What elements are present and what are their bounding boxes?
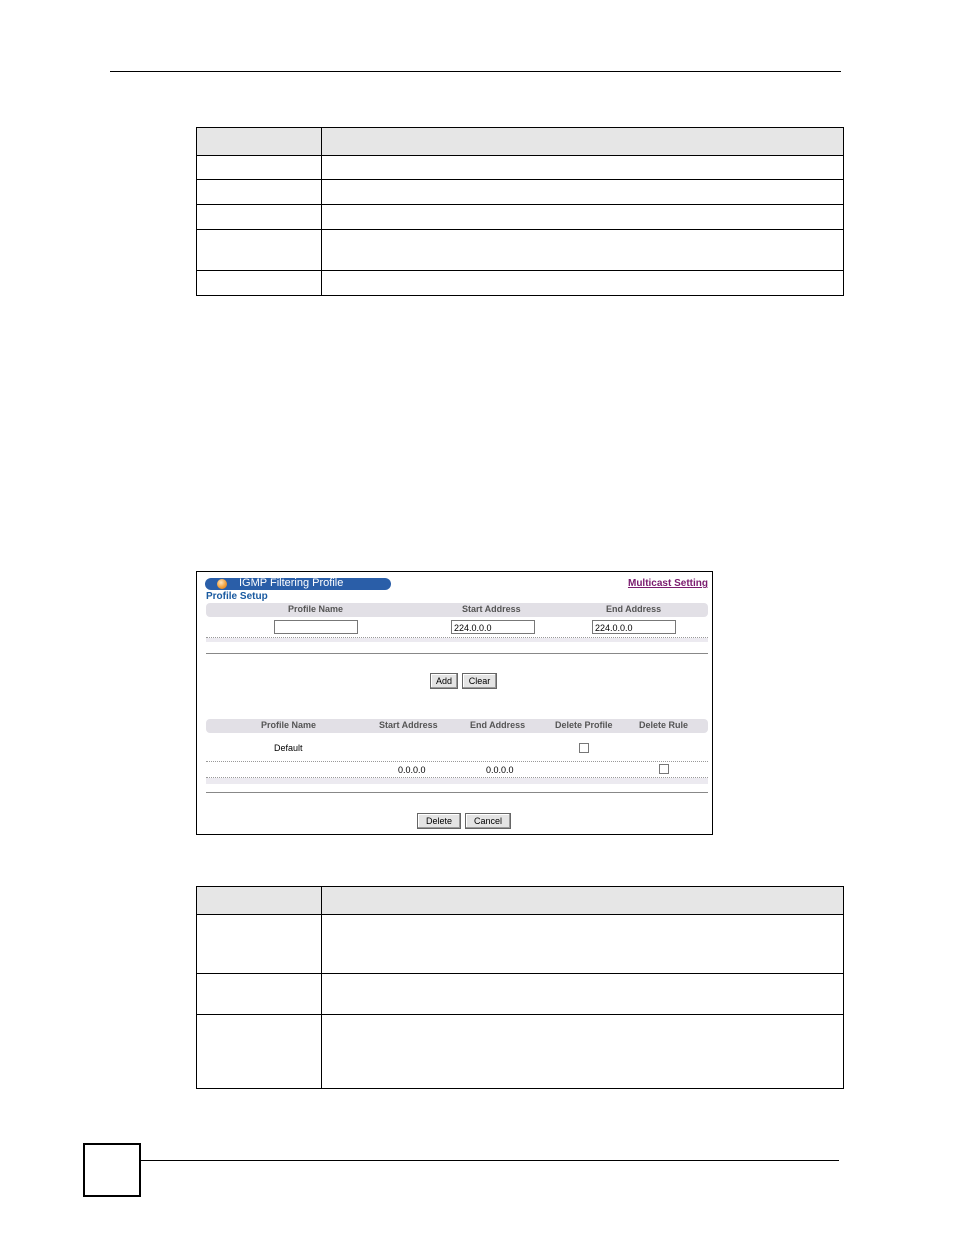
- delete-rule-checkbox[interactable]: [659, 764, 669, 774]
- table-header-row: [197, 887, 844, 915]
- row-shade: [206, 638, 708, 642]
- profile-name-input[interactable]: [274, 620, 358, 634]
- table-row: [197, 230, 844, 271]
- col-delete-profile: Delete Profile: [555, 720, 613, 730]
- table-row: [197, 974, 844, 1015]
- list-header: [206, 719, 708, 733]
- add-button[interactable]: Add: [430, 673, 458, 689]
- col-start-address: Start Address: [462, 604, 521, 614]
- bottom-reference-table: [196, 886, 844, 1089]
- footer-rule: [140, 1160, 839, 1161]
- col-start-address: Start Address: [379, 720, 438, 730]
- multicast-setting-link[interactable]: Multicast Setting: [627, 578, 708, 589]
- tab-igmp-filtering-profile: [205, 578, 391, 590]
- table-row: [197, 156, 844, 180]
- header-rule: [110, 71, 841, 72]
- col-end-address: End Address: [606, 604, 662, 614]
- profile-setup-title: Profile Setup: [206, 591, 268, 602]
- igmp-filtering-profile-screenshot: [196, 571, 713, 835]
- start-address-input[interactable]: 224.0.0.0: [451, 620, 535, 634]
- section-divider: [206, 792, 708, 793]
- table-row: [197, 180, 844, 205]
- form-header: [206, 603, 708, 617]
- table-row: [197, 271, 844, 296]
- delete-button[interactable]: Delete: [417, 813, 461, 829]
- section-divider: [206, 653, 708, 654]
- row-divider: [206, 761, 708, 762]
- table-row: [197, 205, 844, 230]
- clear-button[interactable]: Clear: [462, 673, 497, 689]
- tab-title: IGMP Filtering Profile: [239, 577, 344, 589]
- table-row: [197, 1015, 844, 1089]
- page-number-box: [83, 1143, 141, 1197]
- row-start-address: 0.0.0.0: [398, 765, 426, 775]
- orb-icon: [217, 579, 227, 589]
- col-profile-name: Profile Name: [261, 720, 317, 730]
- col-profile-name: Profile Name: [288, 604, 344, 614]
- cancel-button[interactable]: Cancel: [465, 813, 511, 829]
- end-address-input[interactable]: 224.0.0.0: [592, 620, 676, 634]
- top-reference-table: [196, 127, 844, 296]
- row-end-address: 0.0.0.0: [486, 765, 514, 775]
- table-row: [197, 915, 844, 974]
- row-shade: [206, 778, 708, 784]
- table-header-row: [197, 128, 844, 156]
- delete-profile-checkbox[interactable]: [579, 743, 589, 753]
- row-profile-name: Default: [274, 743, 303, 753]
- col-end-address: End Address: [470, 720, 526, 730]
- col-delete-rule: Delete Rule: [639, 720, 689, 730]
